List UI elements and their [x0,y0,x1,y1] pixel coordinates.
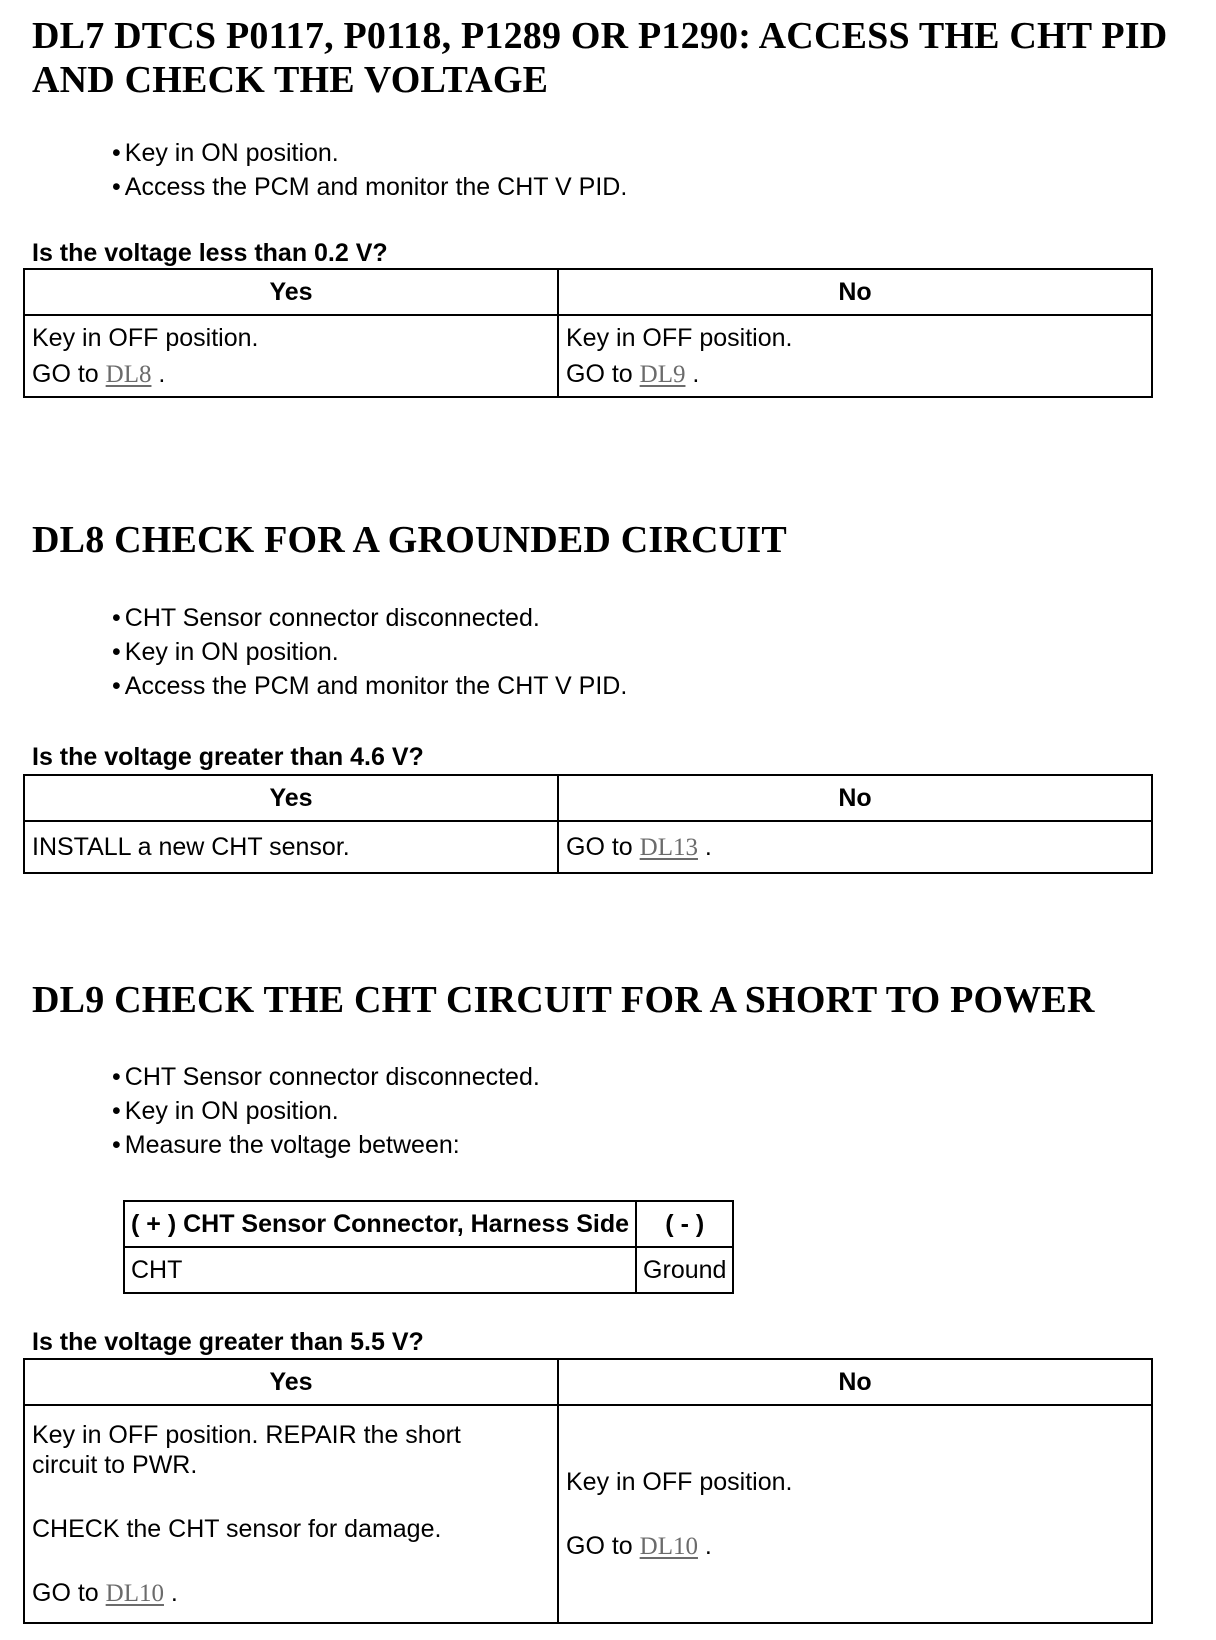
dl9-answer-table [23,1358,1153,1624]
dl9-link[interactable]: DL9 [639,360,686,388]
dl13-link[interactable]: DL13 [639,833,698,861]
yes-header: Yes [24,1359,558,1405]
dl9-title: DL9 CHECK THE CHT CIRCUIT FOR A SHORT TO POWER [32,979,1095,1021]
yes-cell: Key in OFF position. REPAIR the short circuit to PWR. CHECK the CHT sensor for damage. GO to DL10 . [24,1405,558,1623]
no-cell: Key in OFF position. GO to DL9 . [558,315,1152,397]
dl8-question: Is the voltage greater than 4.6 V? [32,743,424,771]
yes-header: Yes [24,269,558,315]
no-header: No [558,1359,1152,1405]
list-item: • Key in ON position. [112,136,627,170]
dl9-bullet-list [112,1060,540,1162]
dl8-link[interactable]: DL8 [105,360,152,388]
dl7-bullet-list [112,136,627,204]
dl10-link[interactable]: DL10 [639,1532,698,1560]
dl9-question: Is the voltage greater than 5.5 V? [32,1328,424,1356]
dl9-measure-table [123,1200,734,1294]
no-header: No [558,269,1152,315]
measure-cell-positive: CHT [124,1247,636,1293]
yes-cell: Key in OFF position. GO to DL8 . [24,315,558,397]
measure-cell-negative: Ground [636,1247,733,1293]
dl7-question: Is the voltage less than 0.2 V? [32,239,388,267]
no-header: No [558,775,1152,821]
list-item: • Key in ON position. [112,1094,540,1128]
list-item: • CHT Sensor connector disconnected. [112,1060,540,1094]
dl8-answer-table [23,774,1153,874]
no-cell: Key in OFF position. GO to DL10 . [558,1405,1152,1623]
list-item: • Key in ON position. [112,635,627,669]
yes-cell: INSTALL a new CHT sensor. [24,821,558,873]
measure-header-positive: ( + ) CHT Sensor Connector, Harness Side [124,1201,636,1247]
dl8-title: DL8 CHECK FOR A GROUNDED CIRCUIT [32,519,787,561]
dl7-title-line2: AND CHECK THE VOLTAGE [32,59,549,101]
dl7-title [32,14,1167,102]
list-item: • Access the PCM and monitor the CHT V PID. [112,669,627,703]
list-item: • CHT Sensor connector disconnected. [112,601,627,635]
list-item: • Access the PCM and monitor the CHT V PID. [112,170,627,204]
dl8-bullet-list [112,601,627,703]
dl10-link[interactable]: DL10 [105,1579,164,1607]
yes-header: Yes [24,775,558,821]
no-cell: GO to DL13 . [558,821,1152,873]
list-item: • Measure the voltage between: [112,1128,540,1162]
dl7-answer-table [23,268,1153,398]
dl7-title-line1: DL7 DTCS P0117, P0118, P1289 OR P1290: ACCESS THE CHT PID [32,15,1168,57]
measure-header-negative: ( - ) [636,1201,733,1247]
